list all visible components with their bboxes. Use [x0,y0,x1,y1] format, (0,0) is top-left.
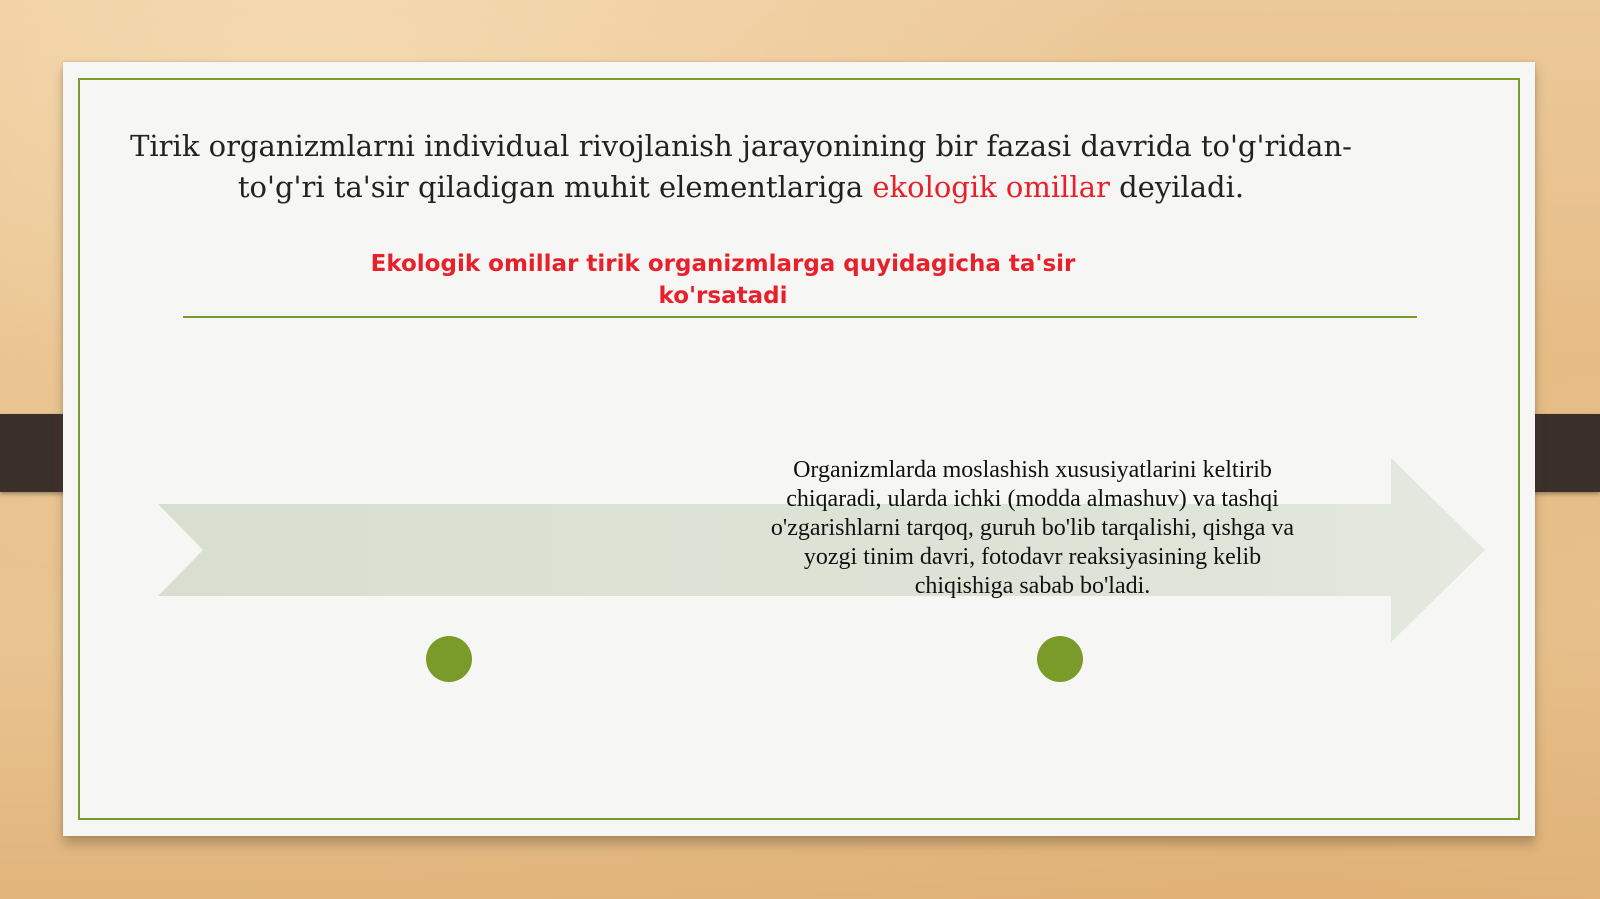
timeline-description: Organizmlarda moslashish xususiyatlarini keltirib chiqaradi, ularda ichki (modda almashuv) va tashqi o'zgarishlarni tarqoq, guruh bo'lib tarqalishi, qishga va yozgi tinim davri, fotodavr reaksiyasining kelib chiqishiga sabab bo'ladi. [770,457,1295,599]
slide-card [63,62,1535,836]
subtitle: Ekologik omillar tirik organizmlarga quyidagicha ta'sir ko'rsatadi [370,251,1076,309]
timeline-dot-2 [1037,636,1083,682]
intro-text-end: deyiladi. [1109,170,1245,204]
intro-text-start: Tirik organizmlarni individual rivojlanish jarayonining bir fazasi davrida to'g'ridan-to'g'ri ta'sir qiladigan muhit elementlariga [130,129,1352,204]
timeline-arrow [63,62,1535,836]
timeline-dot-1 [426,636,472,682]
intro-highlight: ekologik omillar [872,170,1110,204]
